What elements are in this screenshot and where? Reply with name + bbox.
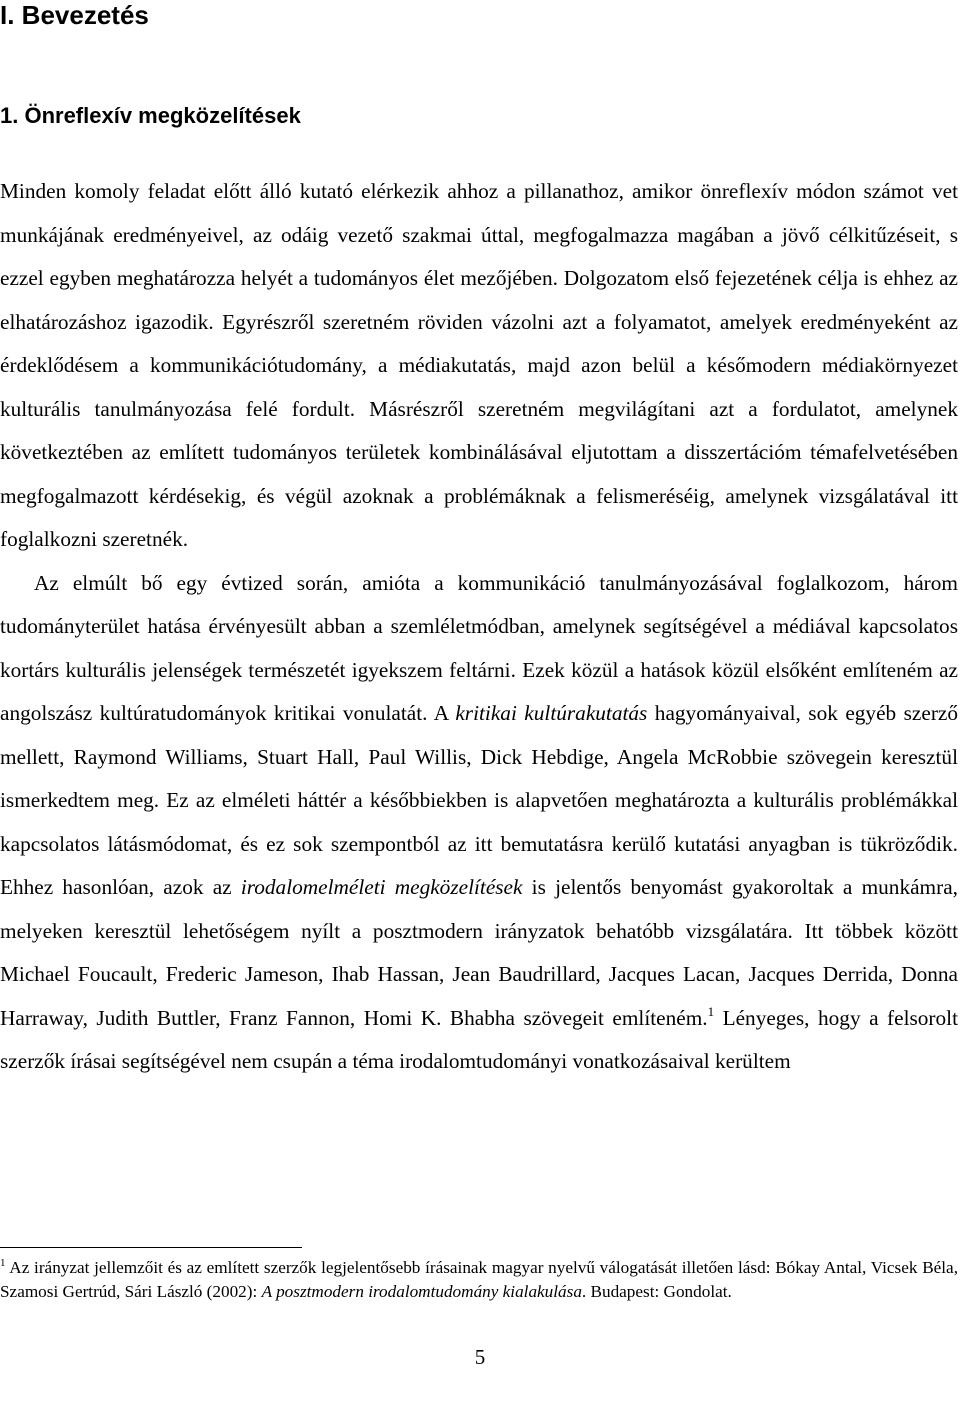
paragraph-1: Minden komoly feladat előtt álló kutató elérkezik ahhoz a pillanathoz, amikor önreflexív módon számot vet munkájának eredményeivel, az odáig vezető szakmai úttal, megfogalmazza magában a jövő célkitűzéseit, s ezzel egyben meghatározza helyét a tudományos élet mezőjében. Dolgozatom első fejezetének célja is ehhez az elhatározáshoz igazodik. Egyrészről szeretném röviden vázolni azt a folyamatot, amelyek eredményeként az érdeklődésem a kommunikációtudomány, a médiakutatás, majd azon belül a későmodern médiakörnyezet kulturális tanulmányozása felé fordult. Másrészről szeretném megvilágítani azt a fordulatot, amelynek következtében az említett tudományos területek kombinálásával eljutottam a disszertációm témafelvetésében megfogalmazott kérdésekig, és végül azoknak a problémáknak a felismeréséig, amelynek vizsgálatával itt foglalkozni szeretnék. <box>0 179 958 551</box>
footnote-separator <box>0 1247 302 1248</box>
body-text <box>0 170 958 1084</box>
footnote-marker: 1 <box>0 1257 6 1269</box>
paragraph-2-text-1: Az elmúlt bő egy évtized során, amióta a kommunikáció tanulmányozásával foglalkozom, három tudományterület hatása érvényesült abban a szemléletmódban, amelynek segítségével a médiával kapcsolatos kortárs kulturális jelenségek természetét igyekszem feltárni. Ezek közül a hatások közül elsőként említeném az angolszász kultúratudományok kritikai vonulatát. A <box>0 570 958 725</box>
paragraph-2-text-4: Lényeges, hogy a felsorolt szerzők írásai segítségével nem csupán a téma irodalomtudományi vonatkozásaival kerültem <box>0 1005 958 1073</box>
emphasis-kritikai-kulturakutatas: kritikai kultúrakutatás <box>455 701 648 725</box>
footnote-book-title: A posztmodern irodalomtudomány kialakulása <box>261 1281 582 1301</box>
page-number: 5 <box>474 1345 486 1369</box>
footnote-text-2: . Budapest: Gondolat. <box>581 1281 732 1301</box>
footnote <box>0 1256 958 1303</box>
chapter-title: I. Bevezetés <box>0 0 149 30</box>
paragraph-2-text-2: hagyományaival, sok egyéb szerző mellett, Raymond Williams, Stuart Hall, Paul Willis, Dick Hebdige, Angela McRobbie szövegein keresztül ismerkedtem meg. Ez az elméleti háttér a későbbiekben is alapvetően meghatározta a kulturális problémákkal kapcsolatos látásmódomat, és ez sok szempontból az itt bemutatásra kerülő kutatási anyagban is tükröződik. Ehhez hasonlóan, azok az <box>0 701 959 899</box>
footnote-reference[interactable]: 1 <box>707 1003 715 1019</box>
footnote-text-1: Az irányzat jellemzőit és az említett szerzők legjelentősebb írásainak magyar nyelvű válogatását illetően lásd: Bókay Antal, Vicsek Béla, Szamosi Gertrúd, Sári László (2002): <box>0 1258 958 1301</box>
paragraph-2 <box>0 562 958 1084</box>
section-title: 1. Önreflexív megközelítések <box>0 103 301 128</box>
emphasis-irodalomelmeleti: irodalomelméleti megközelítések <box>240 875 523 899</box>
paragraph-2-text-3: is jelentős benyomást gyakoroltak a munkámra, melyeken keresztül lehetőségem nyílt a posztmodern irányzatok behatóbb vizsgálatára. Itt többek között Michael Foucault, Frederic Jameson, Ihab Hassan, Jean Baudrillard, Jacques Lacan, Jacques Derrida, Donna Harraway, Judith Buttler, Franz Fannon, Homi K. Bhabha szövegeit említeném. <box>0 875 958 1030</box>
